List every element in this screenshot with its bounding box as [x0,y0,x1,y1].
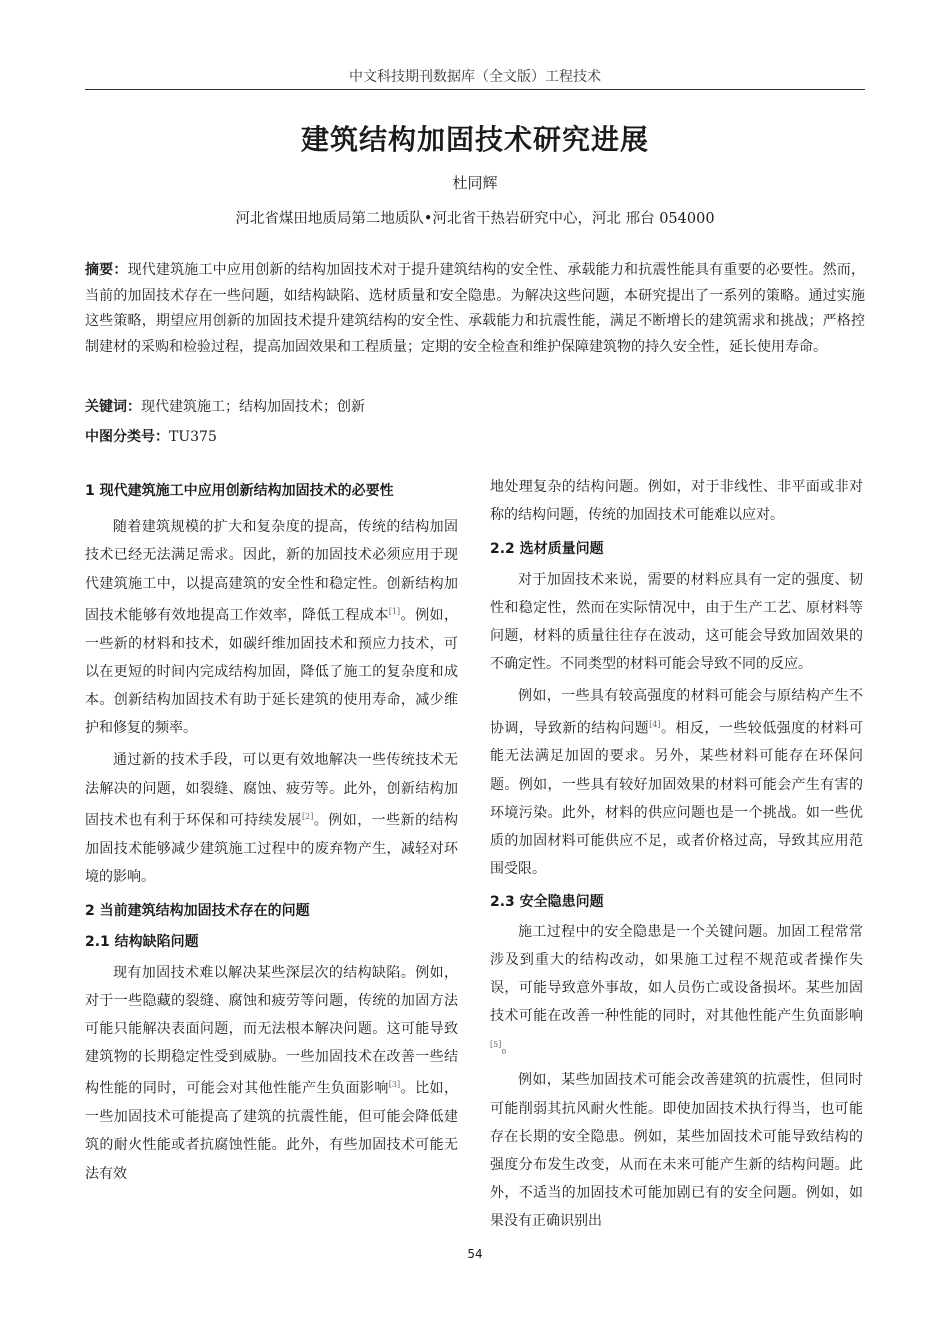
section-1-paragraph-2: 通过新的技术手段，可以更有效地解决一些传统技术无法解决的问题，如裂缝、腐蚀、疲劳等。此外，创新结构加固技术也有利于环保和可持续发展[2]。例如，一些新的结构加固技术能够减少建筑施工过程中的废弃物产生，减轻对环境的影响。 [85,752,459,885]
keywords [85,396,865,416]
paper-title: 建筑结构加固技术研究进展 [300,123,649,156]
clc-number [85,426,865,446]
author: 杜同辉 [452,174,498,192]
running-head: 中文科技期刊数据库（全文版）工程技术 [349,69,601,85]
section-2-1-continuation: 地处理复杂的结构问题。例如，对于非线性、非平面或非对称的结构问题，传统的加固技术可能难以应对。 [490,479,863,524]
clc-label: 中图分类号： [85,429,169,445]
left-column [85,477,458,1188]
section-2-2-heading: 2.2 选材质量问题 [490,541,604,558]
section-2-2-paragraph-1: 对于加固技术来说，需要的材料应具有一定的强度、韧性和稳定性，然而在实际情况中，由于生产工艺、原材料等问题，材料的质量往往存在波动，这可能会导致加固效果的不确定性。不同类型的材料可能会导致不同的反应。 [490,571,863,673]
page-number: 54 [467,1247,483,1261]
section-2-1-heading: 2.1 结构缺陷问题 [85,934,199,951]
clc-text: TU375 [169,429,217,445]
right-column [490,473,863,1236]
abstract-label: 摘要： [85,262,128,278]
section-1-heading: 1 现代建筑施工中应用创新结构加固技术的必要性 [85,483,394,499]
abstract [85,258,865,360]
abstract-text: 现代建筑施工中应用创新的结构加固技术对于提升建筑结构的安全性、承载能力和抗震性能具有重要的必要性。然而，当前的加固技术存在一些问题，如结构缺陷、选材质量和安全隐患。为解决这些问题，本研究提出了一系列的策略。通过实施这些策略，期望应用创新的加固技术提升建筑结构的安全性、承载能力和抗震性能，满足不断增长的建筑需求和挑战；严格控制建材的采购和检验过程，提高加固效果和工程质量；定期的安全检查和维护保障建筑物的持久安全性，延长使用寿命。 [85,262,866,355]
section-2-1-paragraph-1: 现有加固技术难以解决某些深层次的结构缺陷。例如，对于一些隐藏的裂缝、腐蚀和疲劳等问题，传统的加固方法可能只能解决表面问题，而无法根本解决问题。这可能导致建筑物的长期稳定性受到威胁。一些加固技术在改善一些结构性能的同时，可能会对其他性能产生负面影响[3]。比如，一些加固技术可能提高了建筑的抗震性能，但可能会降低建筑的耐火性能或者抗腐蚀性能。此外，有些加固技术可能无法有效 [85,964,459,1182]
keywords-label: 关键词： [85,399,141,415]
keywords-text: 现代建筑施工；结构加固技术；创新 [141,399,365,415]
citation: [4] [649,719,661,729]
citation: [5] [490,1039,502,1049]
section-2-3-paragraph-1: 施工过程中的安全隐患是一个关键问题。加固工程常常涉及到重大的结构改动，如果施工过程不规范或者操作失误，可能导致意外事故，如人员伤亡或设备损坏。某些加固技术可能在改善一种性能的同时，对其他性能产生负面影响[5]。 [490,923,863,1057]
affiliation: 河北省煤田地质局第二地质队•河北省干热岩研究中心，河北 邢台 054000 [235,211,715,227]
citation: [3] [388,1080,401,1090]
section-2-heading: 2 当前建筑结构加固技术存在的问题 [85,903,310,920]
citation: [2] [302,811,314,821]
section-2-3-heading: 2.3 安全隐患问题 [490,893,604,910]
section-1-paragraph-1: 随着建筑规模的扩大和复杂度的提高，传统的结构加固技术已经无法满足需求。因此，新的加固技术必须应用于现代建筑施工中，以提高建筑的安全性和稳定性。创新结构加固技术能够有效地提高工作效率，降低工程成本[1]。例如，一些新的材料和技术，如碳纤维加固技术和预应力技术，可以在更短的时间内完成结构加固，降低了施工的复杂度和成本。创新结构加固技术有助于延长建筑的使用寿命，减少维护和修复的频率。 [85,519,459,737]
section-2-3-paragraph-2: 例如，某些加固技术可能会改善建筑的抗震性，但同时可能削弱其抗风耐火性能。即使加固技术执行得当，也可能存在长期的安全隐患。例如，某些加固技术可能导致结构的强度分布发生改变，从而在未来可能产生新的结构问题。此外，不适当的加固技术可能加剧已有的安全问题。例如，如果没有正确识别出 [490,1072,863,1230]
header-rule [85,89,865,90]
section-2-2-paragraph-2: 例如，一些具有较高强度的材料可能会与原结构产生不协调，导致新的结构问题[4]。相反，一些较低强度的材料可能无法满足加固的要求。另外，某些材料可能存在环保问题。例如，一些具有较好加固效果的材料可能会产生有害的环境污染。此外，材料的供应问题也是一个挑战。如一些优质的加固材料可能供应不足，或者价格过高，导致其应用范围受限。 [490,688,864,878]
citation: [1] [388,606,401,616]
